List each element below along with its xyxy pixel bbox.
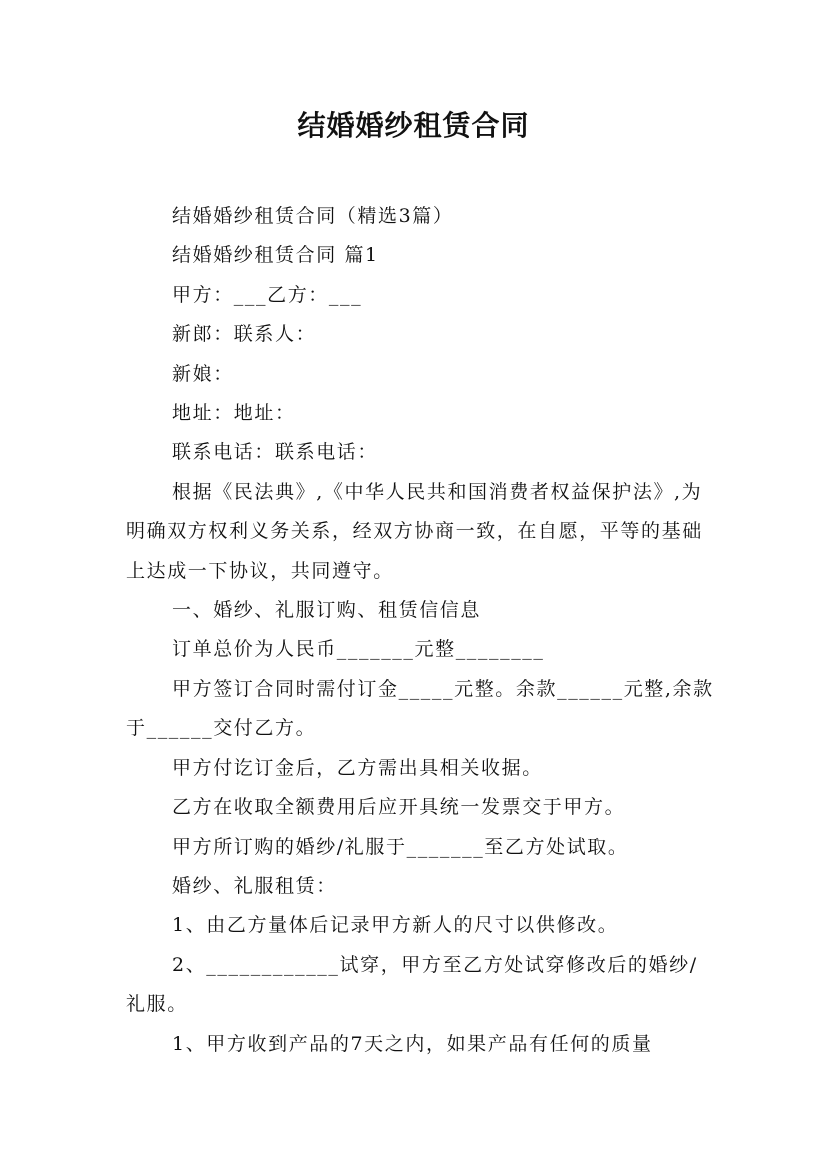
paragraph: 联系电话：联系电话： — [172, 441, 379, 464]
paragraph: 结婚婚纱租赁合同 篇1 — [172, 244, 379, 267]
paragraph: 甲方签订合同时需付订金_____元整。余款______元整,余款于______交付乙方。 — [126, 677, 714, 740]
paragraph: 婚纱、礼服租赁： — [172, 874, 337, 897]
paragraph: 乙方在收取全额费用后应开具统一发票交于甲方。 — [172, 796, 626, 819]
document-body — [126, 197, 716, 1064]
paragraph: 1、由乙方量体后记录甲方新人的尺寸以供修改。 — [172, 914, 619, 937]
paragraph: 甲方：___乙方：___ — [172, 283, 363, 306]
paragraph: 新娘： — [172, 362, 234, 385]
document-title: 结婚婚纱租赁合同 — [297, 109, 530, 142]
paragraph: 甲方所订购的婚纱/礼服于_______至乙方处试取。 — [172, 835, 629, 858]
paragraph: 订单总价为人民币_______元整________ — [172, 638, 545, 661]
paragraph: 甲方付讫订金后，乙方需出具相关收据。 — [172, 756, 543, 779]
paragraph: 一、婚纱、礼服订购、租赁信信息 — [172, 599, 482, 622]
paragraph: 结婚婚纱租赁合同（精选3篇） — [172, 205, 454, 227]
paragraph: 地址：地址： — [172, 402, 296, 425]
paragraph: 1、甲方收到产品的7天之内，如果产品有任何的质量 — [172, 1032, 653, 1055]
paragraph: 新郎：联系人： — [172, 323, 317, 346]
paragraph: 2、____________试穿，甲方至乙方处试穿修改后的婚纱/礼服。 — [126, 953, 698, 1016]
paragraph: 根据《民法典》,《中华人民共和国消费者权益保护法》,为明确双方权利义务关系，经双方协商一致，在自愿，平等的基础上达成一下协议，共同遵守。 — [126, 480, 703, 582]
